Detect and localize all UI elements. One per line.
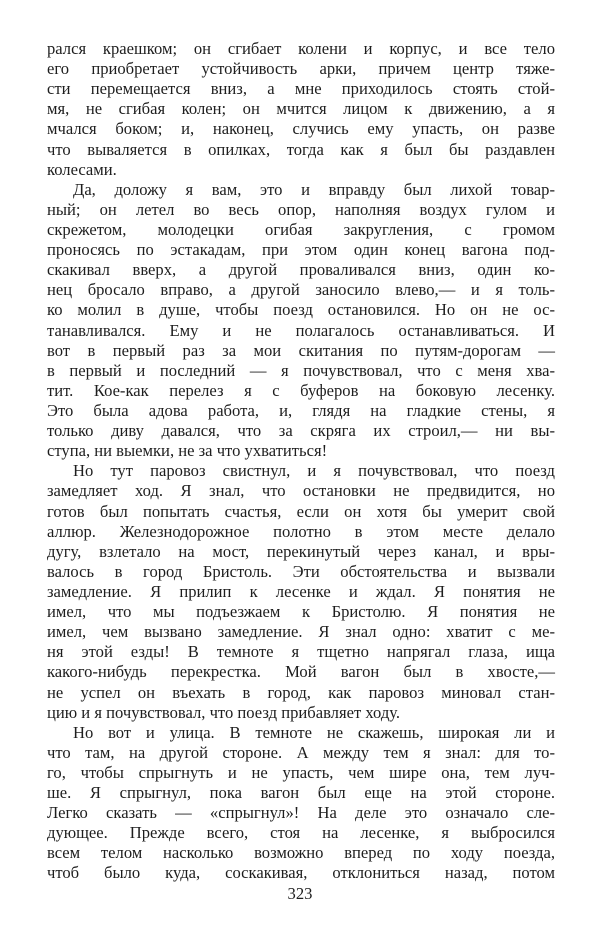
text-line: всем телом насколько возможно вперед по ходу поезда, [47,843,555,863]
text-line: проносясь по эстакадам, при этом один конец вагона под- [47,240,555,260]
paragraph [47,180,555,462]
text-line: дующее. Прежде всего, стоя на лесенке, я выбросился [47,823,555,843]
text-line: какого-нибудь перекрестка. Мой вагон был в хвосте,— [47,662,555,682]
text-line: колесами. [47,159,117,179]
text-line: не успел он въехать в город, как паровоз миновал стан- [47,682,555,702]
text-line: Легко сказать — «спрыгнул»! На деле это означало сле- [47,803,555,823]
page-body [47,39,555,884]
paragraph [47,39,555,180]
text-line: цию и я почувствовал, что поезд прибавляет ходу. [47,702,401,722]
text-line: го, чтобы спрыгнуть и не упасть, чем шире она, тем луч- [47,762,555,782]
text-line: ня этой езды! В темноте я тщетно напрягал глаза, ища [47,642,555,662]
paragraph [47,723,555,884]
text-line: его приобретает устойчивость арки, причем центр тяже- [47,59,555,79]
text-line: замедление. Я прилип к лесенке и ждал. Я понятия не [47,581,555,601]
text-line: готов был попытать счастья, если он хотя бы умерит свой [47,501,555,521]
text-line: мчался боком; и, наконец, случись ему упасть, он разве [47,119,555,139]
text-line: нец бросало вправо, а другой заносило влево,— и я толь- [47,280,555,300]
text-line: рался краешком; он сгибает колени и корпус, и все тело [47,39,555,58]
text-line: скрежетом, молодецки огибая закругления, с громом [47,219,555,239]
text-line: чтоб было куда, соскакивая, отклониться назад, потом [47,863,555,883]
text-line: дугу, взлетало на мост, перекинутый через канал, и вры- [47,541,555,561]
text-line: вот в первый раз за мои скитания по путям-дорогам — [47,340,555,360]
text-line: сти перемещается вниз, а мне приходилось стоять стой- [47,79,555,99]
text-line: мя, не сгибая колен; он мчится лицом к движению, а я [47,99,555,119]
text-line: скакивал вверх, а другой проваливался вниз, один ко- [47,260,555,280]
text-line: танавливался. Ему и не полагалось останавливаться. И [47,320,555,340]
text-line: Это была адова работа, и, глядя на гладкие стены, я [47,400,555,420]
text-line: ко молил в душе, чтобы поезд остановился. Но он не ос- [47,300,555,320]
text-line: только диву давался, что за скряга их строил,— ни вы- [47,421,555,441]
text-line: в первый и последний — я почувствовал, что с меня хва- [47,360,555,380]
page-number: 323 [287,884,313,903]
text-line: ступа, ни выемки, не за что ухватиться! [47,441,328,461]
text-line: аллюр. Железнодорожное полотно в этом месте делало [47,521,555,541]
text-line: имел, чем вызвано замедление. Я знал одно: хватит с ме- [47,622,555,642]
text-line: что там, на другой стороне. А между тем я знал: для то- [47,742,555,762]
text-line: валось в город Бристоль. Эти обстоятельства и вызвали [47,561,555,581]
text-line: Но тут паровоз свистнул, и я почувствовал, что поезд [73,461,555,481]
paragraph [47,461,555,722]
text-line: ше. Я спрыгнул, пока вагон был еще на этой стороне. [47,783,555,803]
text-line: Да, доложу я вам, это и вправду был лихой товар- [73,179,555,199]
text-line: тит. Кое-как перелез я с буферов на боковую лесенку. [47,380,555,400]
text-line: имел, что мы подъезжаем к Бристолю. Я понятия не [47,602,555,622]
text-line: замедляет ход. Я знал, что остановки не предвидится, но [47,481,555,501]
text-line: Но вот и улица. В темноте не скажешь, широкая ли и [73,722,555,742]
text-line: ный; он летел во весь опор, наполняя воздух гулом и [47,199,555,219]
text-line: что вываляется в опилках, тогда как я был бы раздавлен [47,139,555,159]
